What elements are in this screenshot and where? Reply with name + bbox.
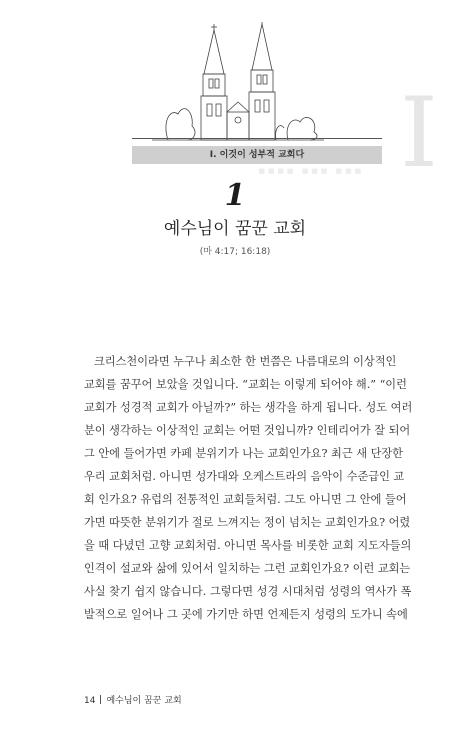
text-line: 을 때 다녔던 고향 교회처럼. 아니면 목사를 비롯한 교회 지도자들의 xyxy=(84,539,412,552)
chapter-title: 예수님이 꿈꾼 교회 xyxy=(163,219,307,239)
text-line: 사실 찾기 쉽지 않습니다. 그렇다면 성경 시대처럼 성령의 역사가 폭 xyxy=(84,585,412,598)
church-spires-illustration xyxy=(148,22,328,142)
running-title: 예수님이 꿈꾼 교회 xyxy=(106,696,182,706)
text-line: 크리스천이라면 누구나 최소한 한 번쯤은 나름대로의 이상적인 xyxy=(94,355,397,368)
text-line: 우리 교회처럼. 아니면 성가대와 오케스트라의 음악이 수준급인 교 xyxy=(84,470,405,483)
text-line: 그 안에 들어가면 카페 분위기가 나는 교회인가요? 최근 새 단장한 xyxy=(84,447,403,460)
text-line: 가면 따뜻한 분위기가 절로 느껴지는 정이 넘치는 교회인가요? 어렸 xyxy=(84,516,411,529)
header-rule xyxy=(132,138,382,139)
ghost-text-watermark: ▪▪▪▪ ▪▪▪ ▪▪▪ xyxy=(258,164,364,177)
text-line: 회 인가요? 유럽의 전통적인 교회들처럼. 그도 아니면 그 안에 들어 xyxy=(84,493,407,506)
scripture-reference: (마 4:17; 16:18) xyxy=(199,247,271,257)
section-label: I. 이것이 성부적 교회다 xyxy=(209,150,305,160)
footer-separator xyxy=(100,695,101,704)
body-paragraph xyxy=(84,350,422,626)
text-line: 교회를 꿈꾸어 보았을 것입니다. “교회는 이렇게 되어야 해.” “이런 xyxy=(84,378,407,391)
text-line: 발적으로 일어나 그 곳에 가기만 하면 언제든지 성령의 도가니 속에 xyxy=(84,608,408,621)
page-footer xyxy=(84,694,182,708)
text-line: 분이 생각하는 이상적인 교회는 어떤 것입니까? 인테리어가 잘 되어 xyxy=(84,424,411,437)
text-line: 인격이 설교와 삶에 있어서 일치하는 그런 교회인가요? 이런 교회는 xyxy=(84,562,411,575)
page-number: 14 xyxy=(84,696,96,706)
text-line: 교회가 성경적 교회가 아닐까?” 하는 생각을 하게 됩니다. 성도 여러 xyxy=(84,401,413,414)
roman-numeral-watermark: I xyxy=(400,77,438,189)
chapter-number: 1 xyxy=(224,178,246,213)
